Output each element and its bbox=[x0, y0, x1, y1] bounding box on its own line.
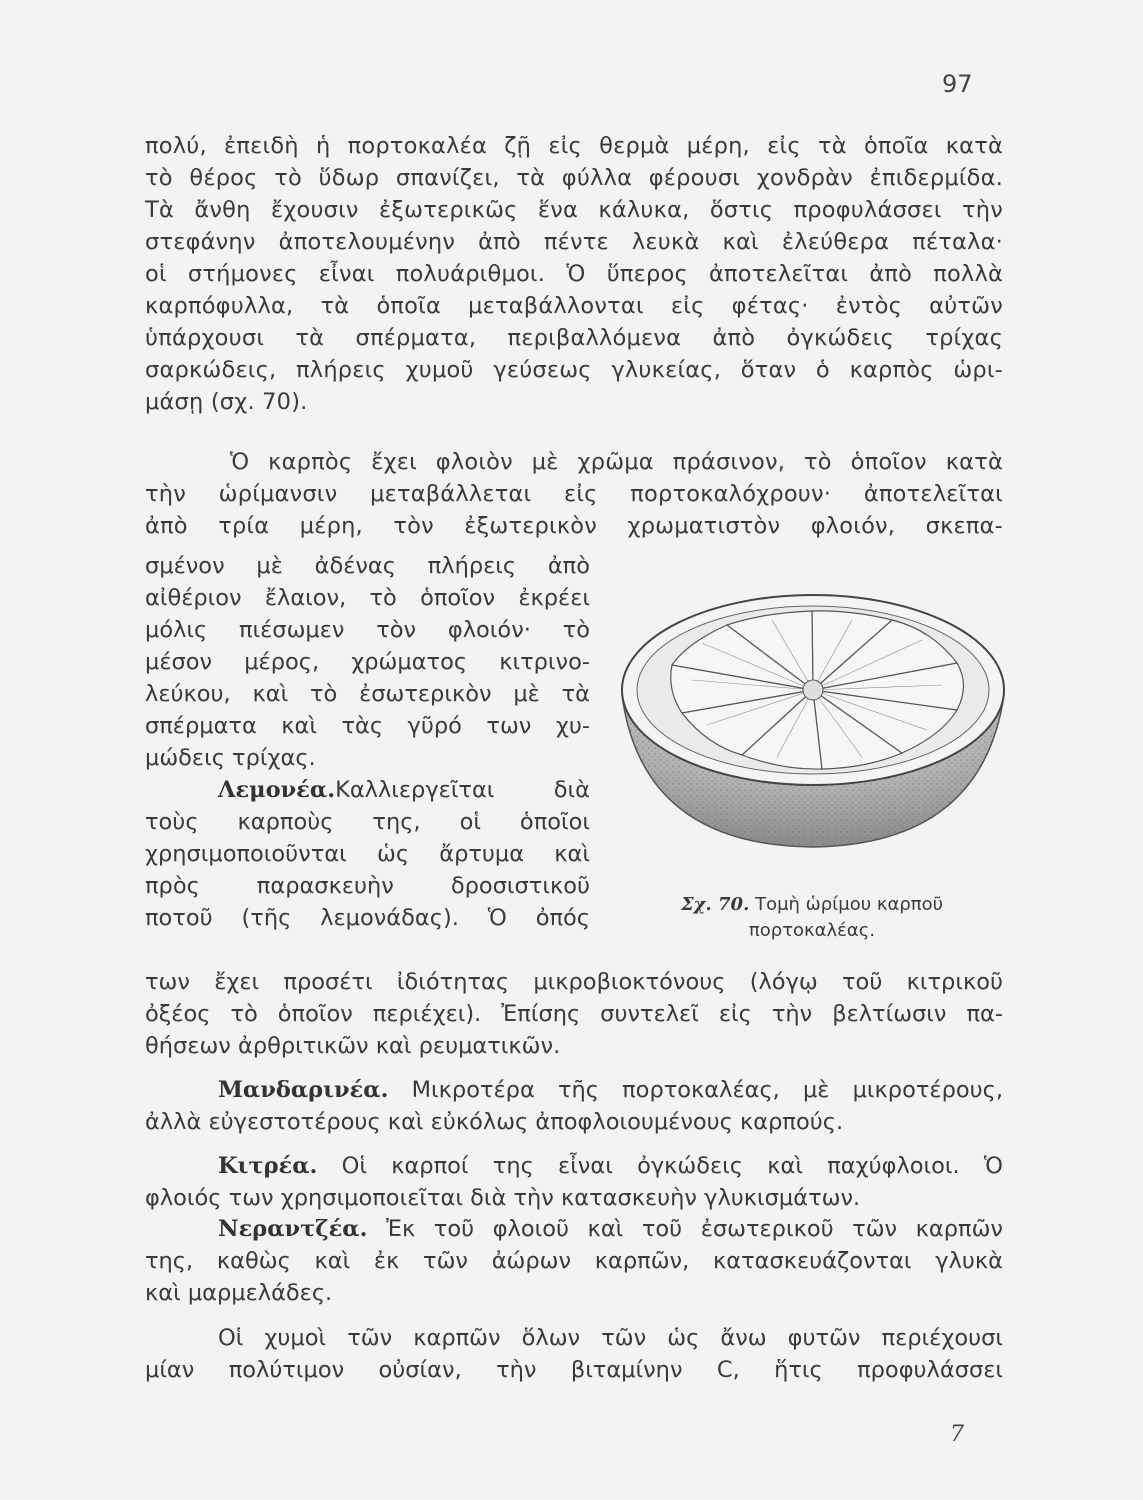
text-line: Μικροτέρα τῆς πορτοκαλέας, μὲ μικροτέρους, bbox=[411, 1077, 1003, 1103]
text-line: οἱ στήμονες εἶναι πολυάριθμοι. Ὁ ὕπερος ἀποτελεῖται ἀπὸ πολλὰ bbox=[145, 261, 1003, 287]
figure-caption bbox=[622, 892, 1002, 944]
text-line: μώδεις τρίχας. bbox=[145, 745, 316, 771]
text-line: των ἔχει προσέτι ἰδιότητας μικροβιοκτόνους (λόγῳ τοῦ κιτρικοῦ bbox=[145, 969, 1003, 995]
text-line: τὴν ὡρίμανσιν μεταβάλλεται εἰς πορτοκαλόχρουν· ἀποτελεῖται bbox=[145, 481, 1003, 507]
figure-label: Σχ. 70. bbox=[680, 894, 750, 915]
text-line: Οἱ καρποί της εἶναι ὀγκώδεις καὶ παχύφλοιοι. Ὁ bbox=[341, 1153, 1004, 1179]
narrow-column bbox=[145, 550, 590, 934]
caption-text: πορτοκαλέας. bbox=[748, 920, 876, 941]
paragraph-citron bbox=[145, 1150, 1003, 1214]
text-line: αἰθέριον ἔλαιον, τὸ ὁποῖον ἐκρέει bbox=[145, 585, 590, 611]
paragraph-orange-fruit bbox=[145, 446, 1003, 542]
text-line: πρὸς παρασκευὴν δροσιστικοῦ bbox=[145, 873, 590, 899]
mandarin-first-line bbox=[145, 1074, 1003, 1106]
text-line: της, καθὼς καὶ ἐκ τῶν ἀώρων καρπῶν, κατασκευάζονται γλυκὰ bbox=[145, 1248, 1003, 1274]
text-line: λεύκου, καὶ τὸ ἐσωτερικὸν μὲ τὰ bbox=[145, 681, 590, 707]
text-line: ἀλλὰ εὐγεστοτέρους καὶ εὐκόλως ἀποφλοιουμένους καρπούς. bbox=[145, 1109, 844, 1135]
caption-text: Τομὴ ὡρίμου καρποῦ bbox=[755, 894, 944, 915]
text-line: μόλις πιέσωμεν τὸν φλοιόν· τὸ bbox=[145, 617, 590, 643]
text-line: φλοιός των χρησιμοποιεῖται διὰ τὴν κατασκευὴν γλυκισμάτων. bbox=[145, 1185, 861, 1211]
text-line: πολύ, ἐπειδὴ ἡ πορτοκαλέα ζῇ εἰς θερμὰ μέρη, εἰς τὰ ὁποῖα κατὰ bbox=[145, 133, 1003, 159]
lemon-heading: Λεμονέα. bbox=[218, 777, 336, 803]
text-line: μέσον μέρος, χρώματος κιτρινο- bbox=[145, 649, 590, 675]
text-line: Οἱ χυμοὶ τῶν καρπῶν ὅλων τῶν ὡς ἄνω φυτῶν περιέχουσι bbox=[218, 1325, 1003, 1351]
text-line: χρησιμοποιοῦνται ὡς ἄρτυμα καὶ bbox=[145, 841, 590, 867]
text-line: τοὺς καρποὺς της, οἱ ὁποῖοι bbox=[145, 809, 590, 835]
printer-signature: 7 bbox=[950, 1422, 964, 1447]
text-line: σπέρματα καὶ τὰς γῦρό των χυ- bbox=[145, 713, 590, 739]
mandarin-heading: Μανδαρινέα. bbox=[218, 1077, 389, 1103]
citron-first-line bbox=[145, 1150, 1003, 1182]
paragraph-vitamin bbox=[145, 1322, 1003, 1386]
bitter-heading: Νεραντζέα. bbox=[218, 1216, 368, 1242]
text-line: μάσῃ (σχ. 70). bbox=[145, 389, 308, 415]
orange-cross-section-illustration bbox=[612, 585, 1012, 855]
bitter-first-line bbox=[145, 1213, 1003, 1245]
text-line: Ἐκ τοῦ φλοιοῦ καὶ τοῦ ἐσωτερικοῦ τῶν καρπῶν bbox=[386, 1216, 1003, 1242]
text-line: σαρκώδεις, πλήρεις χυμοῦ γεύσεως γλυκείας, ὅταν ὁ καρπὸς ὡρι- bbox=[145, 357, 1003, 383]
text-line: καρπόφυλλα, τὰ ὁποῖα μεταβάλλονται εἰς φέτας· ἐντὸς αὐτῶν bbox=[145, 293, 1003, 319]
text-line: Τὰ ἄνθη ἔχουσιν ἐξωτερικῶς ἕνα κάλυκα, ὅστις προφυλάσσει τὴν bbox=[145, 197, 1003, 223]
text-line: μίαν πολύτιμον οὐσίαν, τὴν βιταμίνην C, ἥτις προφυλάσσει bbox=[145, 1357, 1003, 1383]
citron-heading: Κιτρέα. bbox=[218, 1153, 318, 1179]
paragraph-bitter-orange bbox=[145, 1213, 1003, 1309]
text-line: ποτοῦ (τῆς λεμονάδας). Ὁ ὀπός bbox=[145, 905, 590, 931]
paragraph-lemon-continued bbox=[145, 966, 1003, 1062]
text-line: ὑπάρχουσι τὰ σπέρματα, περιβαλλόμενα ἀπὸ ὀγκώδεις τρίχας bbox=[145, 325, 1003, 351]
page-number: 97 bbox=[942, 70, 973, 98]
text-line: στεφάνην ἀποτελουμένην ἀπὸ πέντε λευκὰ καὶ ἐλεύθερα πέταλα· bbox=[145, 229, 1003, 255]
text-line: ὀξέος τὸ ὁποῖον περιέχει). Ἐπίσης συντελεῖ εἰς τὴν βελτίωσιν πα- bbox=[145, 1001, 1003, 1027]
text-line: σμένον μὲ ἀδένας πλήρεις ἀπὸ bbox=[145, 553, 590, 579]
lemon-first-line bbox=[145, 774, 590, 806]
text-line: ἀπὸ τρία μέρη, τὸν ἐξωτερικὸν χρωματιστὸν φλοιόν, σκεπα- bbox=[145, 513, 1003, 539]
text-line: θήσεων ἀρθριτικῶν καὶ ρευματικῶν. bbox=[145, 1033, 561, 1059]
text-line: τὸ θέρος τὸ ὕδωρ σπανίζει, τὰ φύλλα φέρουσι χονδρὰν ἐπιδερμίδα. bbox=[145, 165, 1003, 191]
text-line: Καλλιεργεῖται διὰ bbox=[335, 777, 590, 803]
text-line: καὶ μαρμελάδες. bbox=[145, 1280, 333, 1306]
text-line: Ὁ καρπὸς ἔχει φλοιὸν μὲ χρῶμα πράσινον, τὸ ὁποῖον κατὰ bbox=[230, 449, 1003, 475]
paragraph-orange-flowers bbox=[145, 130, 1003, 418]
paragraph-mandarin bbox=[145, 1074, 1003, 1138]
